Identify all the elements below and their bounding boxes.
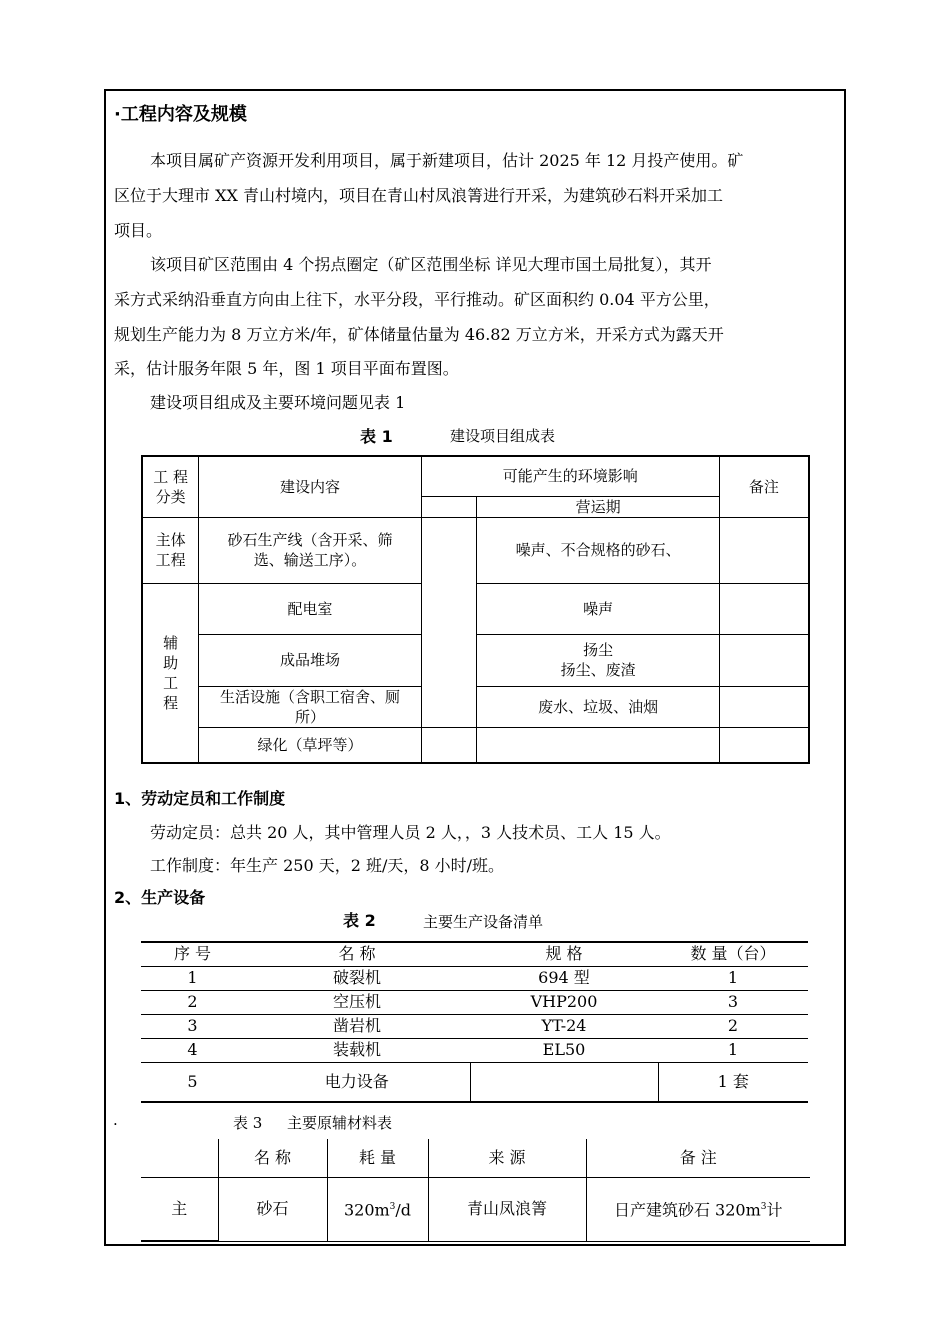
cell-name: 凿岩机 <box>332 1016 381 1035</box>
cell-quantity: 3 <box>727 992 739 1011</box>
cell-source: 青山凤浪箐 <box>428 1177 586 1241</box>
row-impact <box>477 727 719 763</box>
row-impact: 废水、垃圾、油烟 <box>477 686 719 727</box>
section1-line: 工作制度：年生产 250 天，2 班/天，8 小时/班。 <box>150 856 505 875</box>
cell-name: 装载机 <box>332 1040 381 1059</box>
table1-title: 建设项目组成表 <box>450 427 556 445</box>
header-impact: 可能产生的环境影响 <box>421 456 719 496</box>
header-name: 名 称 <box>218 1139 327 1177</box>
equipment-table <box>141 941 808 1103</box>
cell-spec: YT-24 <box>541 1016 587 1035</box>
row-content: 配电室 <box>199 583 421 634</box>
header-spec: 规 格 <box>545 944 583 964</box>
paragraph-line: 采方式采纳沿垂直方向由上往下，水平分段，平行推动。矿区面积约 0.04 平方公里， <box>114 290 720 309</box>
section2-title: 2、生产设备 <box>114 888 206 907</box>
header-empty <box>141 1139 218 1177</box>
paragraph-line: 项目。 <box>114 221 163 240</box>
cell-quantity: 2 <box>727 1016 739 1035</box>
paragraph-line: 本项目属矿产资源开发利用项目，属于新建项目，估计 2025 年 12 月投产使用。矿 <box>150 151 744 170</box>
cell-index: 5 <box>187 1071 198 1091</box>
paragraph-line: 建设项目组成及主要环境问题见表 1 <box>150 393 406 412</box>
row-remark <box>719 727 809 763</box>
row-impact: 扬尘 扬尘、废渣 <box>477 634 719 686</box>
header-empty <box>421 496 477 517</box>
table-row <box>141 990 808 1014</box>
cell-spec: VHP200 <box>530 992 598 1011</box>
cell-index: 4 <box>187 1040 198 1059</box>
cell-category: 主 <box>141 1177 218 1241</box>
row-content: 成品堆场 <box>199 634 421 686</box>
table-row <box>141 1062 808 1102</box>
header-index: 序 号 <box>173 944 212 964</box>
cell-quantity: 1 <box>727 968 739 987</box>
row-remark <box>719 686 809 727</box>
cell-remark: 日产建筑砂石 $320m^3$计 <box>586 1177 810 1241</box>
row-remark <box>719 583 809 634</box>
table1-label: 表 1 <box>360 427 393 446</box>
cell-spec: EL50 <box>542 1040 586 1059</box>
header-remark: 备 注 <box>586 1139 810 1177</box>
header-category: 工 程 分类 <box>142 456 199 517</box>
cell-consumption: $320m^3/d$ <box>327 1177 428 1241</box>
row-empty <box>421 517 477 727</box>
row-category: 主体 工程 <box>142 517 199 583</box>
row-category: 辅 助 工 程 <box>142 583 199 763</box>
row-content: 生活设施（含职工宿舍、厕 所） <box>199 686 421 727</box>
cell-name: 电力设备 <box>324 1071 389 1091</box>
header-remark: 备注 <box>719 456 809 517</box>
table-row <box>141 1014 808 1038</box>
cell-index: 3 <box>187 1016 198 1035</box>
cell-quantity: 1 套 <box>717 1071 749 1091</box>
cell-index: 2 <box>187 992 198 1011</box>
cell-quantity: 1 <box>727 1040 739 1059</box>
table3-label: 表 3 <box>233 1114 263 1132</box>
row-remark <box>719 517 809 583</box>
section-title: ·工程内容及规模 <box>114 104 247 125</box>
header-source: 来 源 <box>428 1139 586 1177</box>
row-content: 砂石生产线（含开采、筛 选、输送工序）。 <box>199 517 421 583</box>
table2-title: 主要生产设备清单 <box>423 913 544 931</box>
materials-table <box>141 1139 810 1242</box>
cell-spec <box>470 1062 658 1102</box>
paragraph-line: 采，估计服务年限 5 年，图 1 项目平面布置图。 <box>114 359 459 378</box>
header-operation: 营运期 <box>477 496 719 517</box>
table-row <box>141 966 808 990</box>
table3-title: 主要原辅材料表 <box>287 1114 393 1132</box>
cell-index: 1 <box>187 968 198 987</box>
section1-title: 1、劳动定员和工作制度 <box>114 789 286 808</box>
row-remark <box>719 634 809 686</box>
row-content: 绿化（草坪等） <box>199 727 421 763</box>
paragraph-line: 该项目矿区范围由 4 个拐点圈定（矿区范围坐标 详见大理市国土局批复），其开 <box>150 255 712 274</box>
table-row <box>142 517 809 583</box>
header-consumption: 耗 量 <box>327 1139 428 1177</box>
table-row <box>141 1038 808 1062</box>
paragraph-line: 区位于大理市 XX 青山村境内，项目在青山村凤浪箐进行开采，为建筑砂石料开采加工 <box>114 186 723 205</box>
bullet-mark: . <box>113 1111 118 1129</box>
header-name: 名 称 <box>338 944 376 964</box>
table2-label: 表 2 <box>343 911 376 930</box>
row-impact: 噪声 <box>477 583 719 634</box>
composition-table <box>141 455 810 764</box>
cell-name: 砂石 <box>218 1177 327 1241</box>
row-empty <box>421 727 477 763</box>
section1-line: 劳动定员：总共 20 人，其中管理人员 2 人，，3 人技术员、工人 15 人。 <box>150 823 671 842</box>
cell-spec: 694 型 <box>538 968 590 987</box>
cell-name: 破裂机 <box>332 968 381 987</box>
cell-name: 空压机 <box>332 992 381 1011</box>
paragraph-line: 规划生产能力为 8 万立方米/年，矿体储量估量为 46.82 万立方米，开采方式为露天开 <box>114 325 724 344</box>
header-content: 建设内容 <box>199 456 421 517</box>
table-row <box>141 1177 810 1241</box>
header-quantity: 数 量（台） <box>690 944 776 964</box>
row-impact: 噪声、不合规格的砂石、 <box>477 517 719 583</box>
table-row <box>142 727 809 763</box>
